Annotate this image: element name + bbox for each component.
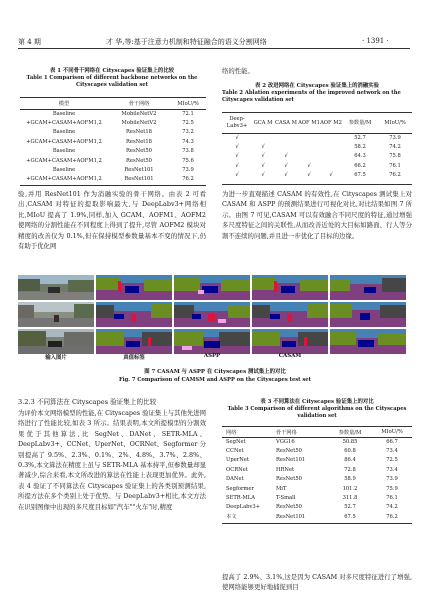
table-cell: 76.2: [389, 172, 401, 179]
table2-bottom-rule: [222, 184, 412, 185]
table1-header-cell: MIoU/%: [177, 100, 199, 107]
table-cell: CCNet: [226, 448, 244, 455]
table-cell: √: [329, 172, 333, 179]
table-row: [222, 152, 412, 161]
table2-header-cell: AOF M2: [320, 119, 342, 126]
table-cell: ResNet50: [126, 157, 152, 164]
table1-caption-en: Table 1 Comparison of different backbone networks on the Cityscapes validation set: [26, 75, 198, 88]
table2-header-cell: MIoU/%: [384, 119, 406, 126]
table-row: [20, 165, 206, 174]
table-cell: 86.4: [344, 457, 356, 464]
figure7-casam-image: [252, 329, 328, 354]
table-cell: 73.8: [182, 148, 194, 155]
table-cell: [298, 133, 320, 142]
table-cell: 52.7: [344, 504, 356, 511]
table2-caption-cn: 表 2 改进网络在 Cityscapes 验证集上的消融实验: [254, 83, 380, 89]
table-cell: MobileNetV2: [121, 110, 157, 117]
figure7-caption-cn: 图 7 CASAM 与 ASPP 在 Cityscapes 测试集上的对比: [144, 369, 286, 375]
table1: [20, 98, 206, 184]
table-cell: +GCAM+CASAM+AOFM1,2: [26, 157, 102, 164]
table1-bottom-rule: [20, 185, 206, 186]
table-row: [222, 161, 412, 170]
table-cell: MobileNetV2: [121, 120, 157, 127]
table-cell: HRNet: [276, 466, 295, 473]
table3-caption-cn: 表 3 不同算法在 Cityscapes 验证集上的对比: [260, 399, 374, 405]
figure7-casam-image: [252, 302, 328, 327]
page-number: · 1391 ·: [362, 37, 389, 45]
table1-header-cell: 模型: [58, 101, 70, 107]
table3: [222, 427, 412, 522]
table-cell: 58.2: [354, 144, 366, 151]
table-cell: 73.9: [386, 476, 398, 483]
table-cell: √: [261, 162, 265, 169]
table-cell: 66.7: [386, 438, 398, 445]
table-cell: 72.5: [182, 120, 194, 127]
table-cell: √: [307, 172, 311, 179]
table-cell: ResNet18: [126, 129, 152, 136]
figure7-label-input: 输入图片: [45, 355, 67, 361]
table-cell: OCRNet: [226, 466, 248, 473]
table-row: [222, 446, 412, 455]
table-cell: 67.5: [344, 513, 356, 520]
table3-header-cell: 参数量/M: [338, 429, 362, 436]
figure7-extra-image: [330, 302, 406, 327]
figure7-extra-image: [330, 275, 406, 300]
table-cell: √: [307, 162, 311, 169]
table-cell: ResNet101: [276, 513, 306, 520]
table-cell: 73.9: [182, 167, 194, 174]
table-cell: 73.4: [386, 466, 398, 473]
issue-number: 第 4 期: [18, 38, 41, 46]
table-cell: √: [284, 153, 288, 160]
figure7-input-image: [18, 329, 94, 354]
table-row: [20, 147, 206, 156]
body-paragraph: 提高了 2.9%、3.1%,这是因为 CASAM 对多尺度特征进行了增强,使网络能够更好地捕捉到目: [222, 573, 412, 592]
table3-bottom-rule: [222, 523, 412, 524]
table-cell: 73.9: [389, 134, 401, 141]
figure7-extra-image: [330, 329, 406, 354]
table-cell: SegNet: [226, 438, 246, 445]
table2-header-cell: GCA M: [253, 119, 273, 126]
table-cell: 72.1: [182, 110, 194, 117]
table-cell: 64.3: [354, 153, 366, 160]
table-cell: Baseline: [52, 167, 76, 174]
table-cell: √: [284, 162, 288, 169]
table-cell: 74.3: [182, 138, 194, 145]
table-cell: 58.9: [344, 476, 356, 483]
table-cell: 60.8: [344, 448, 356, 455]
table2-caption-en: Table 2 Ablation experiments of the improved network on the Cityscapes validation set: [222, 90, 401, 103]
section-heading: 3.2.3 不同算法在 Cityscapes 验证集上的比较: [18, 398, 157, 406]
table-cell: 311.8: [342, 495, 358, 502]
figure7-caption-en: Fig. 7 Comparison of CAMSM and ASPP on the Cityscapes test set: [118, 377, 312, 383]
table-cell: Baseline: [52, 129, 76, 136]
table-row: [20, 109, 206, 118]
table-cell: 74.2: [389, 144, 401, 151]
table-cell: [320, 142, 342, 151]
table-row: [222, 465, 412, 474]
table3-header-cell: 网络: [226, 429, 237, 436]
table-cell: 74.2: [386, 504, 398, 511]
table-cell: 67.5: [354, 172, 366, 179]
figure7-label-casam: CASAM: [278, 353, 302, 359]
body-paragraph: 验,并用 ResNet101 作为消融实验的骨干网络。由表 2 可看出,CASAM 对特征的提取影响最大,与 DeepLabv3+网络相比,MIoU 提高了 1.9%,同样,加入 GCAM、AOFM1、AOFM2 使网络的分割性能在不同程度上得到了提升,尽管 AOFM2 模块对精度的改善仅为 0.1%,但在保持模型参数量基本不变的情况下,仍有助于优化网: [18, 190, 206, 251]
table-cell: 73.2: [182, 129, 194, 136]
table-cell: [320, 133, 342, 142]
table-cell: ResNet50: [276, 504, 302, 511]
figure7-ground-truth-image: [96, 329, 172, 354]
table-cell: 72.8: [344, 466, 356, 473]
table-cell: √: [235, 153, 239, 160]
table-row: [222, 171, 412, 180]
table-cell: 52.7: [354, 134, 366, 141]
body-paragraph: 为进一步直观描述 CASAM 的有效性,在 Cityscapes 测试集上对 CASAM 和 ASPP 的预测结果进行可视化对比,对比结果如图 7 所示。由图 7 可见,CASAM 可以有效融合不同尺度的特征,通过增强多尺度特征之间的关联性,从而改善近处的大目标如路面、行人等分割不连续的问题,并且进一步优化了目标的边缘。: [222, 190, 412, 240]
table-row: [222, 142, 412, 151]
figure7-label-aspp: ASPP: [203, 353, 221, 359]
table-row: [20, 137, 206, 146]
table-cell: [274, 133, 298, 142]
table-cell: +GCAM+CASAM+AOFM1,2: [26, 120, 102, 127]
table-cell: 72.5: [386, 457, 398, 464]
body-paragraph: 络的性能。: [222, 67, 254, 75]
table-row: [222, 437, 412, 446]
table-cell: [298, 142, 320, 151]
table-cell: 75.6: [182, 157, 194, 164]
table-cell: DANet: [226, 476, 244, 483]
table-row: [20, 118, 206, 127]
table2-header-cell: 参数量/M: [348, 119, 372, 126]
table-cell: [320, 161, 342, 170]
table-cell: ResNet18: [126, 138, 152, 145]
table-cell: T-Small: [276, 495, 296, 502]
table-row: [222, 475, 412, 484]
table-cell: √: [284, 172, 288, 179]
table-cell: +GCAM+CASAM+AOFM1,2: [26, 176, 102, 183]
table-cell: 76.2: [386, 513, 398, 520]
figure7-aspp-image: [174, 302, 250, 327]
table-cell: √: [235, 134, 239, 141]
figure7-ground-truth-image: [96, 275, 172, 300]
table-cell: 本文: [226, 514, 237, 521]
table1-header-row: [20, 98, 206, 109]
table-cell: √: [235, 172, 239, 179]
figure7-ground-truth-image: [96, 302, 172, 327]
table-cell: VGG16: [276, 438, 295, 445]
table-cell: ResNet50: [276, 476, 302, 483]
table-cell: SETR-MLA: [226, 495, 255, 502]
table-cell: 50.85: [342, 438, 358, 445]
table-cell: √: [261, 153, 265, 160]
table-cell: 75.9: [386, 485, 398, 492]
table-cell: ResNet101: [124, 176, 154, 183]
figure7-casam-image: [252, 275, 328, 300]
table-cell: ResNet101: [276, 457, 306, 464]
table-cell: Baseline: [52, 148, 76, 155]
header-rule: [18, 48, 410, 49]
table-cell: 76.1: [389, 162, 401, 169]
table2-header-cell: AOF M1: [298, 119, 320, 126]
table-cell: √: [261, 172, 265, 179]
figure7-label-ground-truth: 真值标签: [123, 355, 145, 361]
table-cell: ResNet50: [276, 448, 302, 455]
table-cell: [252, 133, 274, 142]
table-row: [222, 493, 412, 502]
table-cell: 73.4: [386, 448, 398, 455]
table1-header-cell: 骨干网络: [128, 101, 150, 107]
table-row: [20, 156, 206, 165]
table1-caption-cn: 表 1 不同骨干网络在 Cityscapes 验证集上的比较: [49, 68, 175, 74]
table-cell: Segformer: [226, 485, 254, 492]
table-row: [222, 456, 412, 465]
table-cell: +GCAM+CASAM+AOFM1,2: [26, 138, 102, 145]
table2: [222, 113, 412, 180]
table-row: [222, 512, 412, 521]
table2-header-row: [222, 113, 412, 133]
table-cell: [320, 152, 342, 161]
table-cell: UperNet: [226, 457, 249, 464]
table-cell: [274, 142, 298, 151]
table-cell: ResNet101: [124, 167, 154, 174]
table-cell: Baseline: [52, 110, 76, 117]
table3-header-cell: 骨干网络: [276, 429, 297, 436]
table-cell: 75.8: [389, 153, 401, 160]
table-row: [222, 133, 412, 142]
table-cell: √: [261, 144, 265, 151]
table-cell: 76.1: [386, 495, 398, 502]
table-row: [222, 484, 412, 493]
table-cell: √: [235, 144, 239, 151]
table-cell: 101.2: [342, 485, 358, 492]
figure7-aspp-image: [174, 275, 250, 300]
body-paragraph: 为评价本文网络模型的性能,在 Cityscapes 验证集上与其他先进网络进行了性能比较,如表 3 所示。结果表明,本文所提模型的分割效果优于其他算法,比 SegNet、DANet、SETR-MLA、DeepLabv3+、CCNet、UperNet、OCRNet、Segformer 分别提高了 9.5%、2.3%、0.1%、2%、4.8%、3.7%、2.8%、0.3%,本文算法在精度上虽与 SETR-MLA 基本持平,但参数量却显著减少,综合来看,本文所改进的算法在性能上表现更加优异。此外,表 4 验证了不同算法在 Cityscapes 验证集上的各类别预测结果,所提方法在多个类别上处于优势。与 DeepLabv3+相比,本文方法在识别图像中出现的多尺度目标如"汽车""火车"时,精度: [18, 409, 206, 511]
table-cell: √: [235, 162, 239, 169]
table-cell: 66.2: [354, 162, 366, 169]
running-title: 才 华,等:基于注意力机制和特征融合的语义分割网络: [106, 38, 267, 46]
table3-header-cell: MIoU/%: [381, 429, 403, 435]
table3-header-row: [222, 427, 412, 437]
table-cell: [298, 152, 320, 161]
figure7-input-image: [18, 275, 94, 300]
table2-header-cell: CASA M: [275, 119, 297, 126]
table-row: [20, 175, 206, 184]
figure7-grid: [18, 275, 406, 354]
table-cell: 76.2: [182, 176, 194, 183]
figure7-input-image: [18, 302, 94, 327]
table2-header-cell: Deep-Labv3+: [226, 116, 248, 129]
figure7-aspp-image: [174, 329, 250, 354]
table-cell: MiT: [276, 485, 287, 492]
table-row: [20, 128, 206, 137]
table-row: [222, 503, 412, 512]
table-cell: DeepLabv3+: [226, 504, 261, 511]
table-cell: ResNet50: [126, 148, 152, 155]
table3-caption-en: Table 3 Comparison of different algorithms on the Cityscapes validation set: [227, 406, 407, 419]
